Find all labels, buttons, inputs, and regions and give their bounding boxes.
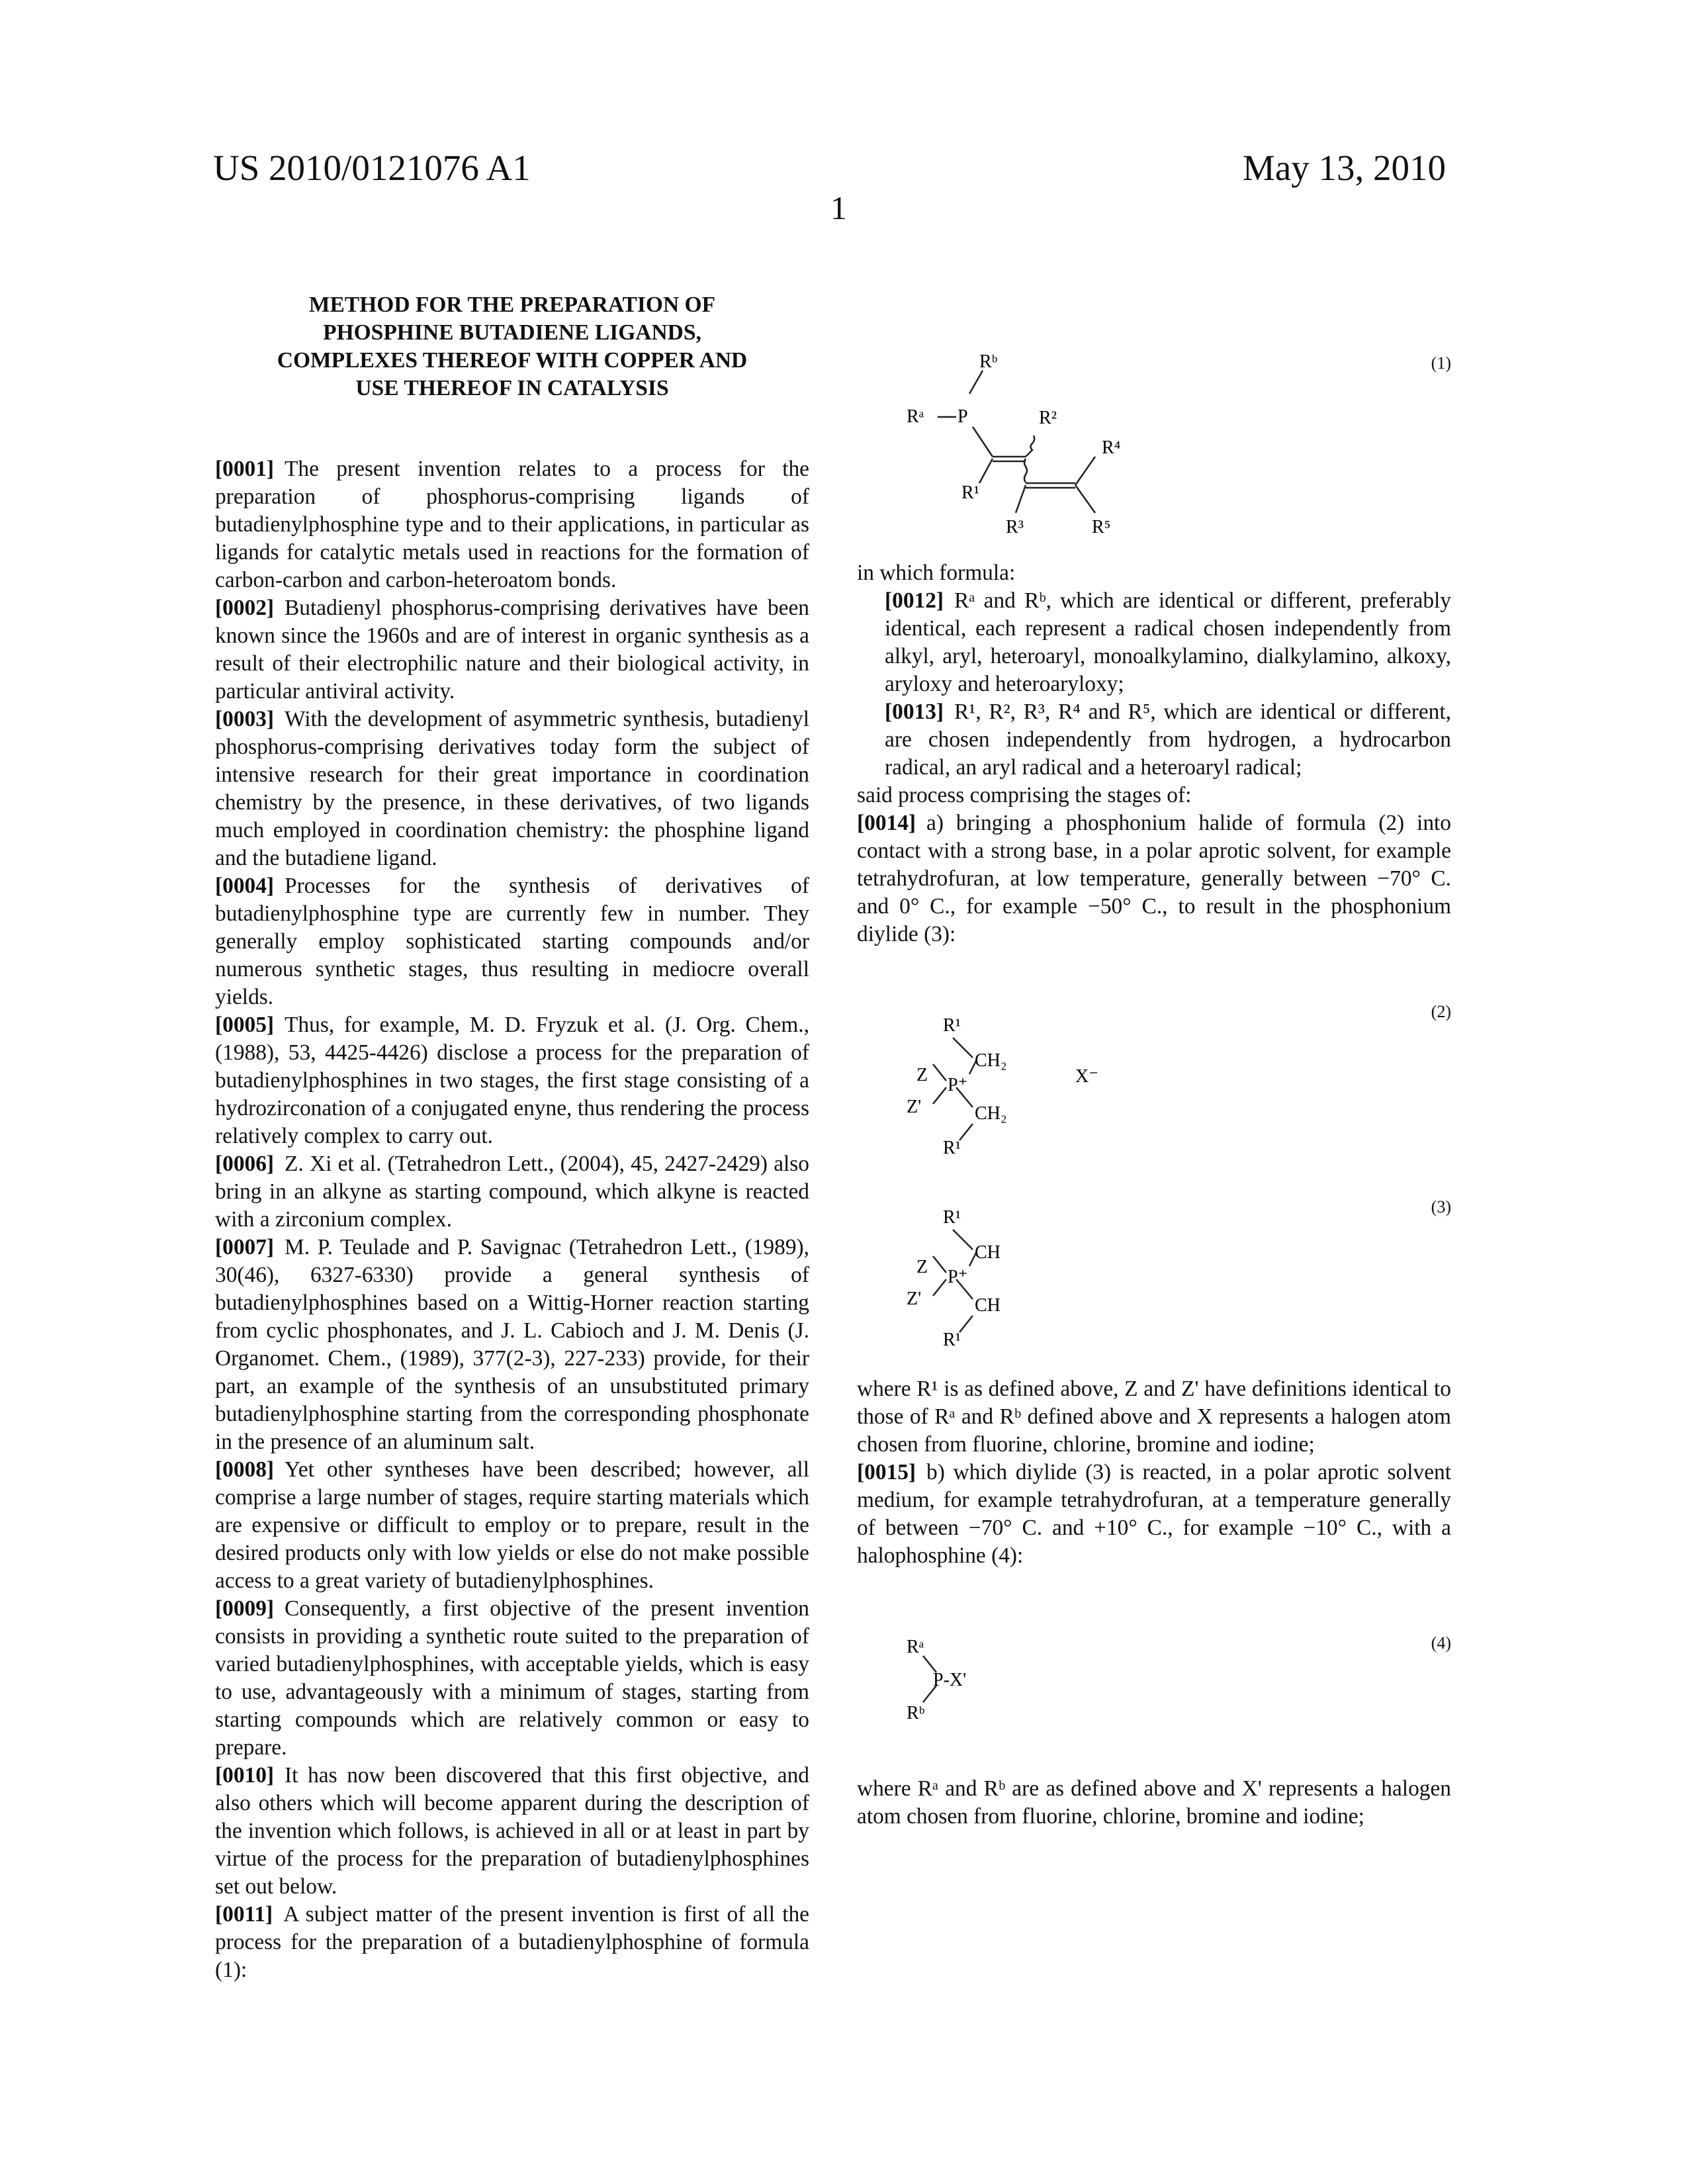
title-line: USE THEREOF IN CATALYSIS (215, 375, 809, 402)
chem-label: Rᵇ (979, 351, 998, 372)
formula-4 (857, 1570, 1451, 1775)
formula-label: (4) (1431, 1629, 1451, 1657)
paragraph-number: [0010] (215, 1763, 274, 1788)
publication-number: US 2010/0121076 A1 (213, 147, 531, 189)
chem-label: R¹ (943, 1015, 961, 1036)
chem-label: P (958, 406, 968, 427)
paragraph-number: [0011] (215, 1902, 273, 1927)
paragraph-number: [0002] (215, 596, 274, 620)
paragraph-text: With the development of asymmetric synthesis, butadienyl phosphorus-comprising derivatives today form the subject of intensive research for their great importance in coordination chemistry by the presence, in these derivatives, of two ligands much employed in coordination chemistry: the phosphine ligand and the butadiene ligand. (215, 707, 809, 870)
where-text-2: where Rᵃ and Rᵇ are as defined above and X' represents a halogen atom chosen from fluorine, chlorine, bromine and iodine; (857, 1775, 1451, 1831)
formula-label: (1) (1431, 349, 1451, 377)
paragraph-text: M. P. Teulade and P. Savignac (Tetrahedron Lett., (1989), 30(46), 6327-6330) provide a general synthesis of butadienylphosphines based on a Wittig-Horner reaction starting from cyclic phosphonates, and J. L. Cabioch and J. M. Denis (J. Organomet. Chem., (1989), 377(2-3), 227-233) provide, for their part, an example of the synthesis of an unsubstituted primary butadienylphosphine starting from the corresponding phosphonate in the presence of an aluminum salt. (215, 1235, 809, 1454)
chem-label: R³ (1006, 517, 1024, 537)
formula-2-3 (857, 948, 1451, 1349)
paragraph (215, 1762, 809, 1901)
chem-label: P⁺ (948, 1075, 967, 1095)
paragraph (215, 594, 809, 705)
chem-label: CH₂ (975, 1103, 1007, 1124)
left-paragraphs (215, 455, 809, 1984)
paragraph-number: [0007] (215, 1235, 274, 1259)
chem-label: CH (975, 1295, 1001, 1316)
chem-label: R⁵ (1092, 517, 1110, 537)
paragraph (215, 705, 809, 872)
title-line: COMPLEXES THEREOF WITH COPPER AND (215, 347, 809, 375)
chem-label: Z' (907, 1289, 921, 1309)
paragraph-text: A subject matter of the present invention is first of all the process for the preparation of a butadienylphosphine of formula (1): (215, 1902, 809, 1982)
paragraph-number: [0006] (215, 1152, 274, 1176)
paragraph (215, 1234, 809, 1456)
paragraph-text: Consequently, a first objective of the present invention consists in providing a synthetic route suited to the preparation of varied butadienylphosphines, with acceptable yields, which is easy to use, advantageously with a minimum of stages, starting from starting compounds which are relatively common or easy to prepare. (215, 1596, 809, 1760)
paragraph (215, 1595, 809, 1762)
page-number: 1 (830, 189, 847, 227)
paragraph-number: [0008] (215, 1457, 274, 1482)
paragraph-text: Z. Xi et al. (Tetrahedron Lett., (2004), 45, 2427-2429) also bring in an alkyne as starting compound, which alkyne is reacted with a zirconium complex. (215, 1152, 809, 1232)
paragraph-0014 (857, 809, 1451, 948)
chem-label: R¹ (943, 1207, 961, 1228)
paragraph-number: [0003] (215, 707, 274, 731)
chem-label: Rᵇ (907, 1703, 925, 1723)
paragraph-number: [0005] (215, 1013, 274, 1037)
formula-4-structure (857, 1570, 1451, 1775)
where-text-1: where R¹ is as defined above, Z and Z' have definitions identical to those of Rᵃ and Rᵇ defined above and X represents a halogen atom chosen from fluorine, chlorine, bromine and iodine; (857, 1375, 1451, 1459)
title-line: METHOD FOR THE PREPARATION OF (215, 291, 809, 319)
paragraph (215, 1456, 809, 1595)
title-line: PHOSPHINE BUTADIENE LIGANDS, (215, 319, 809, 347)
chem-label: R⁴ (1102, 437, 1120, 458)
paragraph-0013 (885, 698, 1451, 782)
chem-label: P⁺ (948, 1267, 967, 1287)
chem-label: R² (1039, 408, 1057, 428)
document-title (215, 291, 809, 402)
paragraph-number: [0001] (215, 457, 274, 481)
said-process-text: said process comprising the stages of: (857, 782, 1451, 809)
paragraph (215, 1150, 809, 1234)
paragraph-number: [0015] (857, 1460, 916, 1484)
paragraph (215, 872, 809, 1011)
paragraph-text: R¹, R², R³, R⁴ and R⁵, which are identical or different, are chosen independently from hydrogen, a hydrocarbon radical, an aryl radical and a heteroaryl radical; (885, 700, 1451, 780)
chem-label: CH (975, 1242, 1001, 1263)
paragraph-text: Processes for the synthesis of derivatives of butadienylphosphine type are currently few in number. They generally employ sophisticated starting compounds and/or numerous synthetic stages, thus resulting in mediocre overall yields. (215, 874, 809, 1009)
paragraph-text: Rᵃ and Rᵇ, which are identical or different, preferably identical, each represent a radical chosen independently from alkyl, aryl, heteroaryl, monoalkylamino, dialkylamino, alkoxy, aryloxy and heteroaryloxy; (885, 588, 1451, 696)
paragraph-0012 (885, 587, 1451, 698)
left-column (215, 291, 809, 1984)
chem-label: Z' (907, 1097, 921, 1117)
paragraph-text: It has now been discovered that this first objective, and also others which will become apparent during the description of the invention which follows, is achieved in all or at least in part by virtue of the process for the preparation of butadienylphosphines set out below. (215, 1763, 809, 1899)
paragraph-text: a) bringing a phosphonium halide of formula (2) into contact with a strong base, in a polar aprotic solvent, for example tetrahydrofuran, at low temperature, generally between −70° C. and 0° C., for example −50° C., to result in the phosphonium diylide (3): (857, 811, 1451, 946)
paragraph (215, 1011, 809, 1150)
paragraph-text: Butadienyl phosphorus-comprising derivatives have been known since the 1960s and are of interest in organic synthesis as a result of their electrophilic nature and their biological activity, in particular antiviral activity. (215, 596, 809, 704)
formula-label: (3) (1431, 1193, 1451, 1221)
chem-label: P-X' (933, 1670, 966, 1690)
in-which-text: in which formula: (857, 559, 1451, 587)
paragraph-text: The present invention relates to a process for the preparation of phosphorus-comprising ligands of butadienylphosphine type and to their applications, in particular as ligands for catalytic metals used in reactions for the formation of carbon-carbon and carbon-heteroatom bonds. (215, 457, 809, 592)
chem-label: R¹ (943, 1330, 961, 1349)
chem-label: R¹ (961, 482, 979, 503)
paragraph-number: [0013] (885, 700, 944, 724)
publication-date: May 13, 2010 (1243, 147, 1446, 189)
paragraph-text: b) which diylide (3) is reacted, in a polar aprotic solvent medium, for example tetrahydrofuran, at a temperature generally of between −70° C. and +10° C., for example −10° C., with a halophosphine (4): (857, 1460, 1451, 1568)
chem-label: Z (916, 1257, 928, 1277)
right-column (857, 291, 1451, 1831)
chem-label: CH₂ (975, 1050, 1007, 1071)
paragraph-number: [0004] (215, 874, 274, 898)
paragraph-text: Thus, for example, M. D. Fryzuk et al. (J. Org. Chem., (1988), 53, 4425-4426) disclose a process for the preparation of butadienylphosphines in two stages, the first stage consisting of a hydrozirconation of a conjugated enyne, thus rendering the process relatively complex to carry out. (215, 1013, 809, 1148)
paragraph-text: Yet other syntheses have been described; however, all comprise a large number of stages, require starting materials which are expensive or difficult to employ or to prepare, result in the desired products only with low yields or else do not make possible access to a great variety of butadienylphosphines. (215, 1457, 809, 1593)
paragraph (215, 455, 809, 594)
paragraph-0015 (857, 1459, 1451, 1570)
formula-label: (2) (1431, 998, 1451, 1026)
formula-1 (857, 291, 1451, 559)
formula-2-3-structure (857, 948, 1451, 1349)
chem-label: Rᵃ (907, 1637, 924, 1657)
paragraph-number: [0014] (857, 811, 916, 835)
paragraph-number: [0009] (215, 1596, 274, 1621)
paragraph-number: [0012] (885, 588, 944, 613)
paragraph (215, 1901, 809, 1984)
chem-label: R¹ (943, 1138, 961, 1158)
chem-label: X⁻ (1075, 1066, 1098, 1087)
chem-label: Rᵃ (907, 406, 924, 427)
chem-label: Z (916, 1065, 928, 1085)
formula-1-structure (857, 291, 1451, 559)
